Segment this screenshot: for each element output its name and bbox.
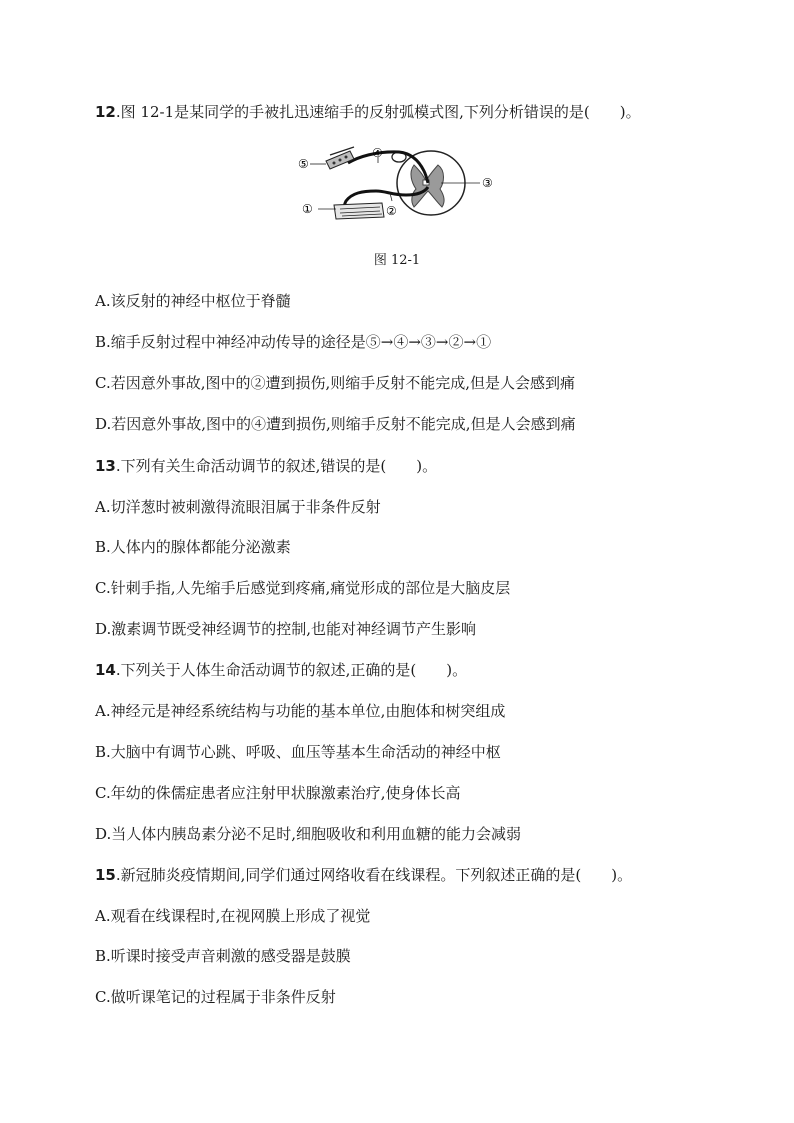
question-text: .下列有关生命活动调节的叙述,错误的是( )。 <box>115 457 438 475</box>
option-15-c: C.做听课笔记的过程属于非条件反射 <box>95 988 336 1006</box>
question-number: 13 <box>95 457 116 475</box>
option-12-c: C.若因意外事故,图中的②遭到损伤,则缩手反射不能完成,但是人会感到痛 <box>95 374 576 392</box>
question-text: .图 12-1是某同学的手被扎迅速缩手的反射弧模式图,下列分析错误的是( )。 <box>115 103 641 121</box>
option-14-d: D.当人体内胰岛素分泌不足时,细胞吸收和利用血糖的能力会减弱 <box>95 825 522 843</box>
option-13-b: B.人体内的腺体都能分泌激素 <box>95 538 291 556</box>
option-12-d: D.若因意外事故,图中的④遭到损伤,则缩手反射不能完成,但是人会感到痛 <box>95 415 576 433</box>
question-text: .下列关于人体生命活动调节的叙述,正确的是( )。 <box>115 661 468 679</box>
option-13-a: A.切洋葱时被刺激得流眼泪属于非条件反射 <box>95 498 381 516</box>
reflex-arc-figure <box>296 143 506 225</box>
option-14-b: B.大脑中有调节心跳、呼吸、血压等基本生命活动的神经中枢 <box>95 743 501 761</box>
option-14-c: C.年幼的侏儒症患者应注射甲状腺激素治疗,使身体长高 <box>95 784 461 802</box>
label-1: ① <box>302 202 313 216</box>
receptor-skin <box>326 147 354 169</box>
label-2: ② <box>386 204 397 218</box>
question-13-stem <box>95 456 437 476</box>
question-14-stem <box>95 660 467 680</box>
question-12-stem <box>95 102 641 122</box>
option-13-d: D.激素调节既受神经调节的控制,也能对神经调节产生影响 <box>95 620 477 638</box>
question-number: 12 <box>95 103 116 121</box>
label-4: ④ <box>372 146 383 160</box>
figure-caption: 图 12-1 <box>373 253 421 268</box>
option-12-b: B.缩手反射过程中神经冲动传导的途径是⑤→④→③→②→① <box>95 333 492 351</box>
option-12-a: A.该反射的神经中枢位于脊髓 <box>95 292 291 310</box>
label-3: ③ <box>482 176 493 190</box>
label-5: ⑤ <box>298 157 309 171</box>
option-15-b: B.听课时接受声音刺激的感受器是鼓膜 <box>95 947 351 965</box>
option-13-c: C.针刺手指,人先缩手后感觉到疼痛,痛觉形成的部位是大脑皮层 <box>95 579 511 597</box>
question-15-stem <box>95 865 632 885</box>
option-14-a: A.神经元是神经系统结构与功能的基本单位,由胞体和树突组成 <box>95 702 506 720</box>
question-text: .新冠肺炎疫情期间,同学们通过网络收看在线课程。下列叙述正确的是( )。 <box>115 866 633 884</box>
option-15-a: A.观看在线课程时,在视网膜上形成了视觉 <box>95 907 371 925</box>
question-number: 14 <box>95 661 116 679</box>
question-number: 15 <box>95 866 116 884</box>
effector-muscle <box>334 203 384 219</box>
